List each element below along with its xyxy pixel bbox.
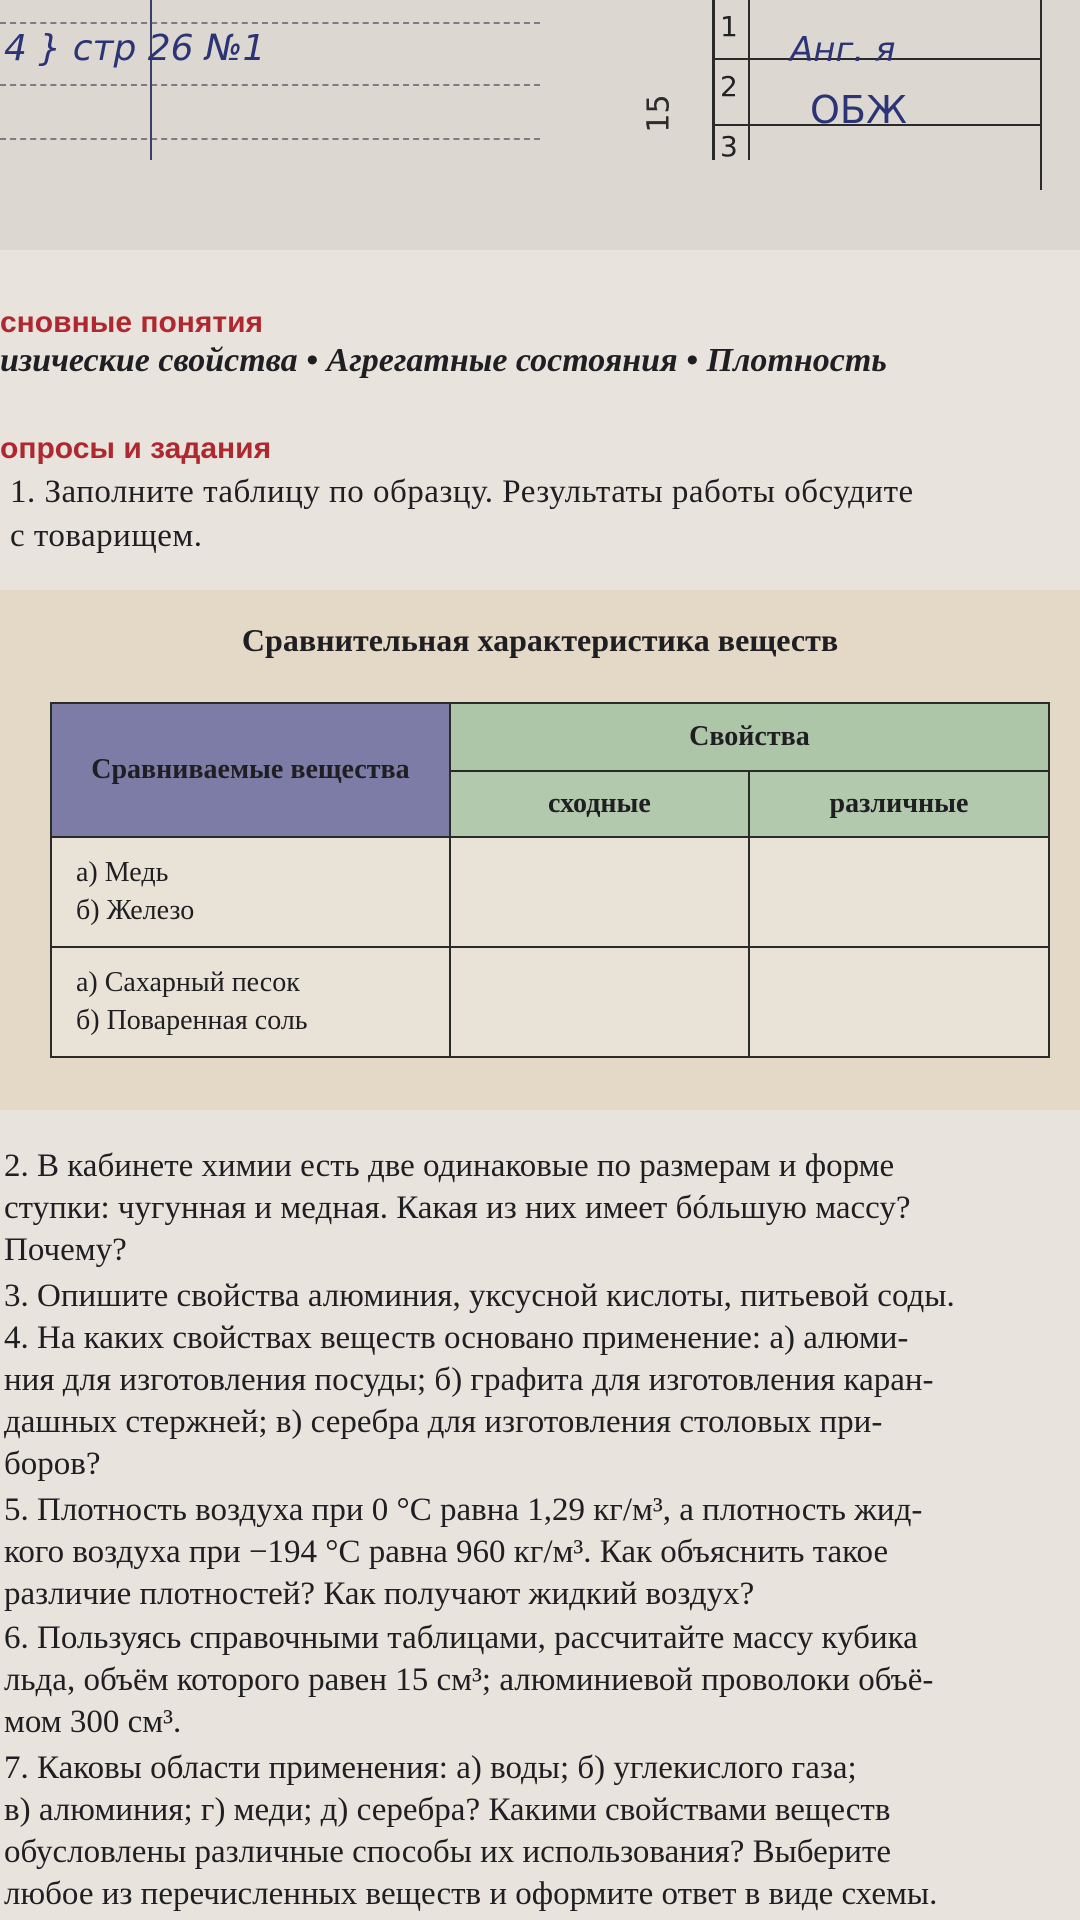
similar-cell [450, 947, 749, 1057]
questions-heading: опросы и задания [0, 432, 272, 465]
handwritten-note: 4 } стр 26 №1 [4, 28, 266, 69]
substance-name: б) Железо [76, 895, 195, 926]
question-line: ния для изготовления посуды; б) графита для изготовления каран- [4, 1362, 934, 1398]
table-title: Сравнительная характеристика веществ [241, 622, 839, 658]
substances-cell [51, 947, 450, 1057]
question-line: ступки: чугунная и медная. Какая из них имеет бóльшую массу? [4, 1190, 911, 1226]
diary-border [748, 0, 750, 160]
question-line: 4. На каких свойствах веществ основано применение: а) алюми- [4, 1320, 909, 1356]
header-different: различные [749, 771, 1049, 837]
task-1-line: с товарищем. [10, 518, 203, 554]
diary-row-number: 3 [720, 130, 738, 163]
diary-row-number: 2 [720, 70, 738, 103]
notebook-line [0, 138, 540, 140]
header-substances: Сравниваемые вещества [51, 703, 450, 837]
notebook-strip [0, 0, 1080, 250]
task-1-line: 1. Заполните таблицу по образцу. Результаты работы обсудите [10, 474, 914, 510]
notebook-page-number: 15 [641, 94, 677, 133]
notebook-line [0, 22, 540, 24]
header-properties: Свойства [450, 703, 1049, 771]
question-line: 2. В кабинете химии есть две одинаковые по размерам и форме [4, 1148, 895, 1184]
diary-border [712, 0, 715, 160]
substance-name: а) Сахарный песок [76, 967, 300, 998]
question-line: 5. Плотность воздуха при 0 °С равна 1,29 кг/м³, а плотность жид- [4, 1492, 923, 1528]
question-line: различие плотностей? Как получают жидкий воздух? [4, 1576, 755, 1612]
header-similar: сходные [450, 771, 749, 837]
diary-row-number: 1 [720, 10, 738, 43]
concepts-heading: сновные понятия [0, 306, 264, 339]
substances-cell [51, 837, 450, 947]
different-cell [749, 947, 1049, 1057]
notebook-line [0, 84, 540, 86]
substance-name: б) Поваренная соль [76, 1005, 308, 1036]
question-line: Почему? [4, 1232, 127, 1268]
concepts-line: изические свойства • Агрегатные состояния • Плотность [0, 342, 887, 379]
question-line: в) алюминия; г) меди; д) серебра? Какими свойствами веществ [4, 1792, 891, 1828]
question-line: льда, объём которого равен 15 см³; алюминиевой проволоки объё- [4, 1662, 934, 1698]
table-row [51, 837, 1049, 947]
question-line: 3. Опишите свойства алюминия, уксусной кислоты, питьевой соды. [4, 1278, 955, 1314]
different-cell [749, 837, 1049, 947]
question-line: дашных стержней; в) серебра для изготовления столовых при- [4, 1404, 883, 1440]
notebook-margin-line [150, 0, 152, 160]
question-line: 6. Пользуясь справочными таблицами, рассчитайте массу кубика [4, 1620, 918, 1656]
question-line: любое из перечисленных веществ и оформите ответ в виде схемы. [4, 1876, 938, 1912]
comparison-table [50, 702, 1050, 1058]
question-line: 7. Каковы области применения: а) воды; б) углекислого газа; [4, 1750, 857, 1786]
substance-name: а) Медь [76, 857, 169, 888]
question-line: мом 300 см³. [4, 1704, 182, 1740]
similar-cell [450, 837, 749, 947]
diary-entry: Анг. я [790, 30, 896, 70]
question-line: кого воздуха при −194 °С равна 960 кг/м³. Как объяснить такое [4, 1534, 889, 1570]
question-line: обусловлены различные способы их использования? Выберите [4, 1834, 892, 1870]
table-row [51, 947, 1049, 1057]
question-line: боров? [4, 1446, 101, 1482]
diary-entry: ОБЖ [810, 88, 907, 132]
diary-border [1040, 0, 1042, 190]
